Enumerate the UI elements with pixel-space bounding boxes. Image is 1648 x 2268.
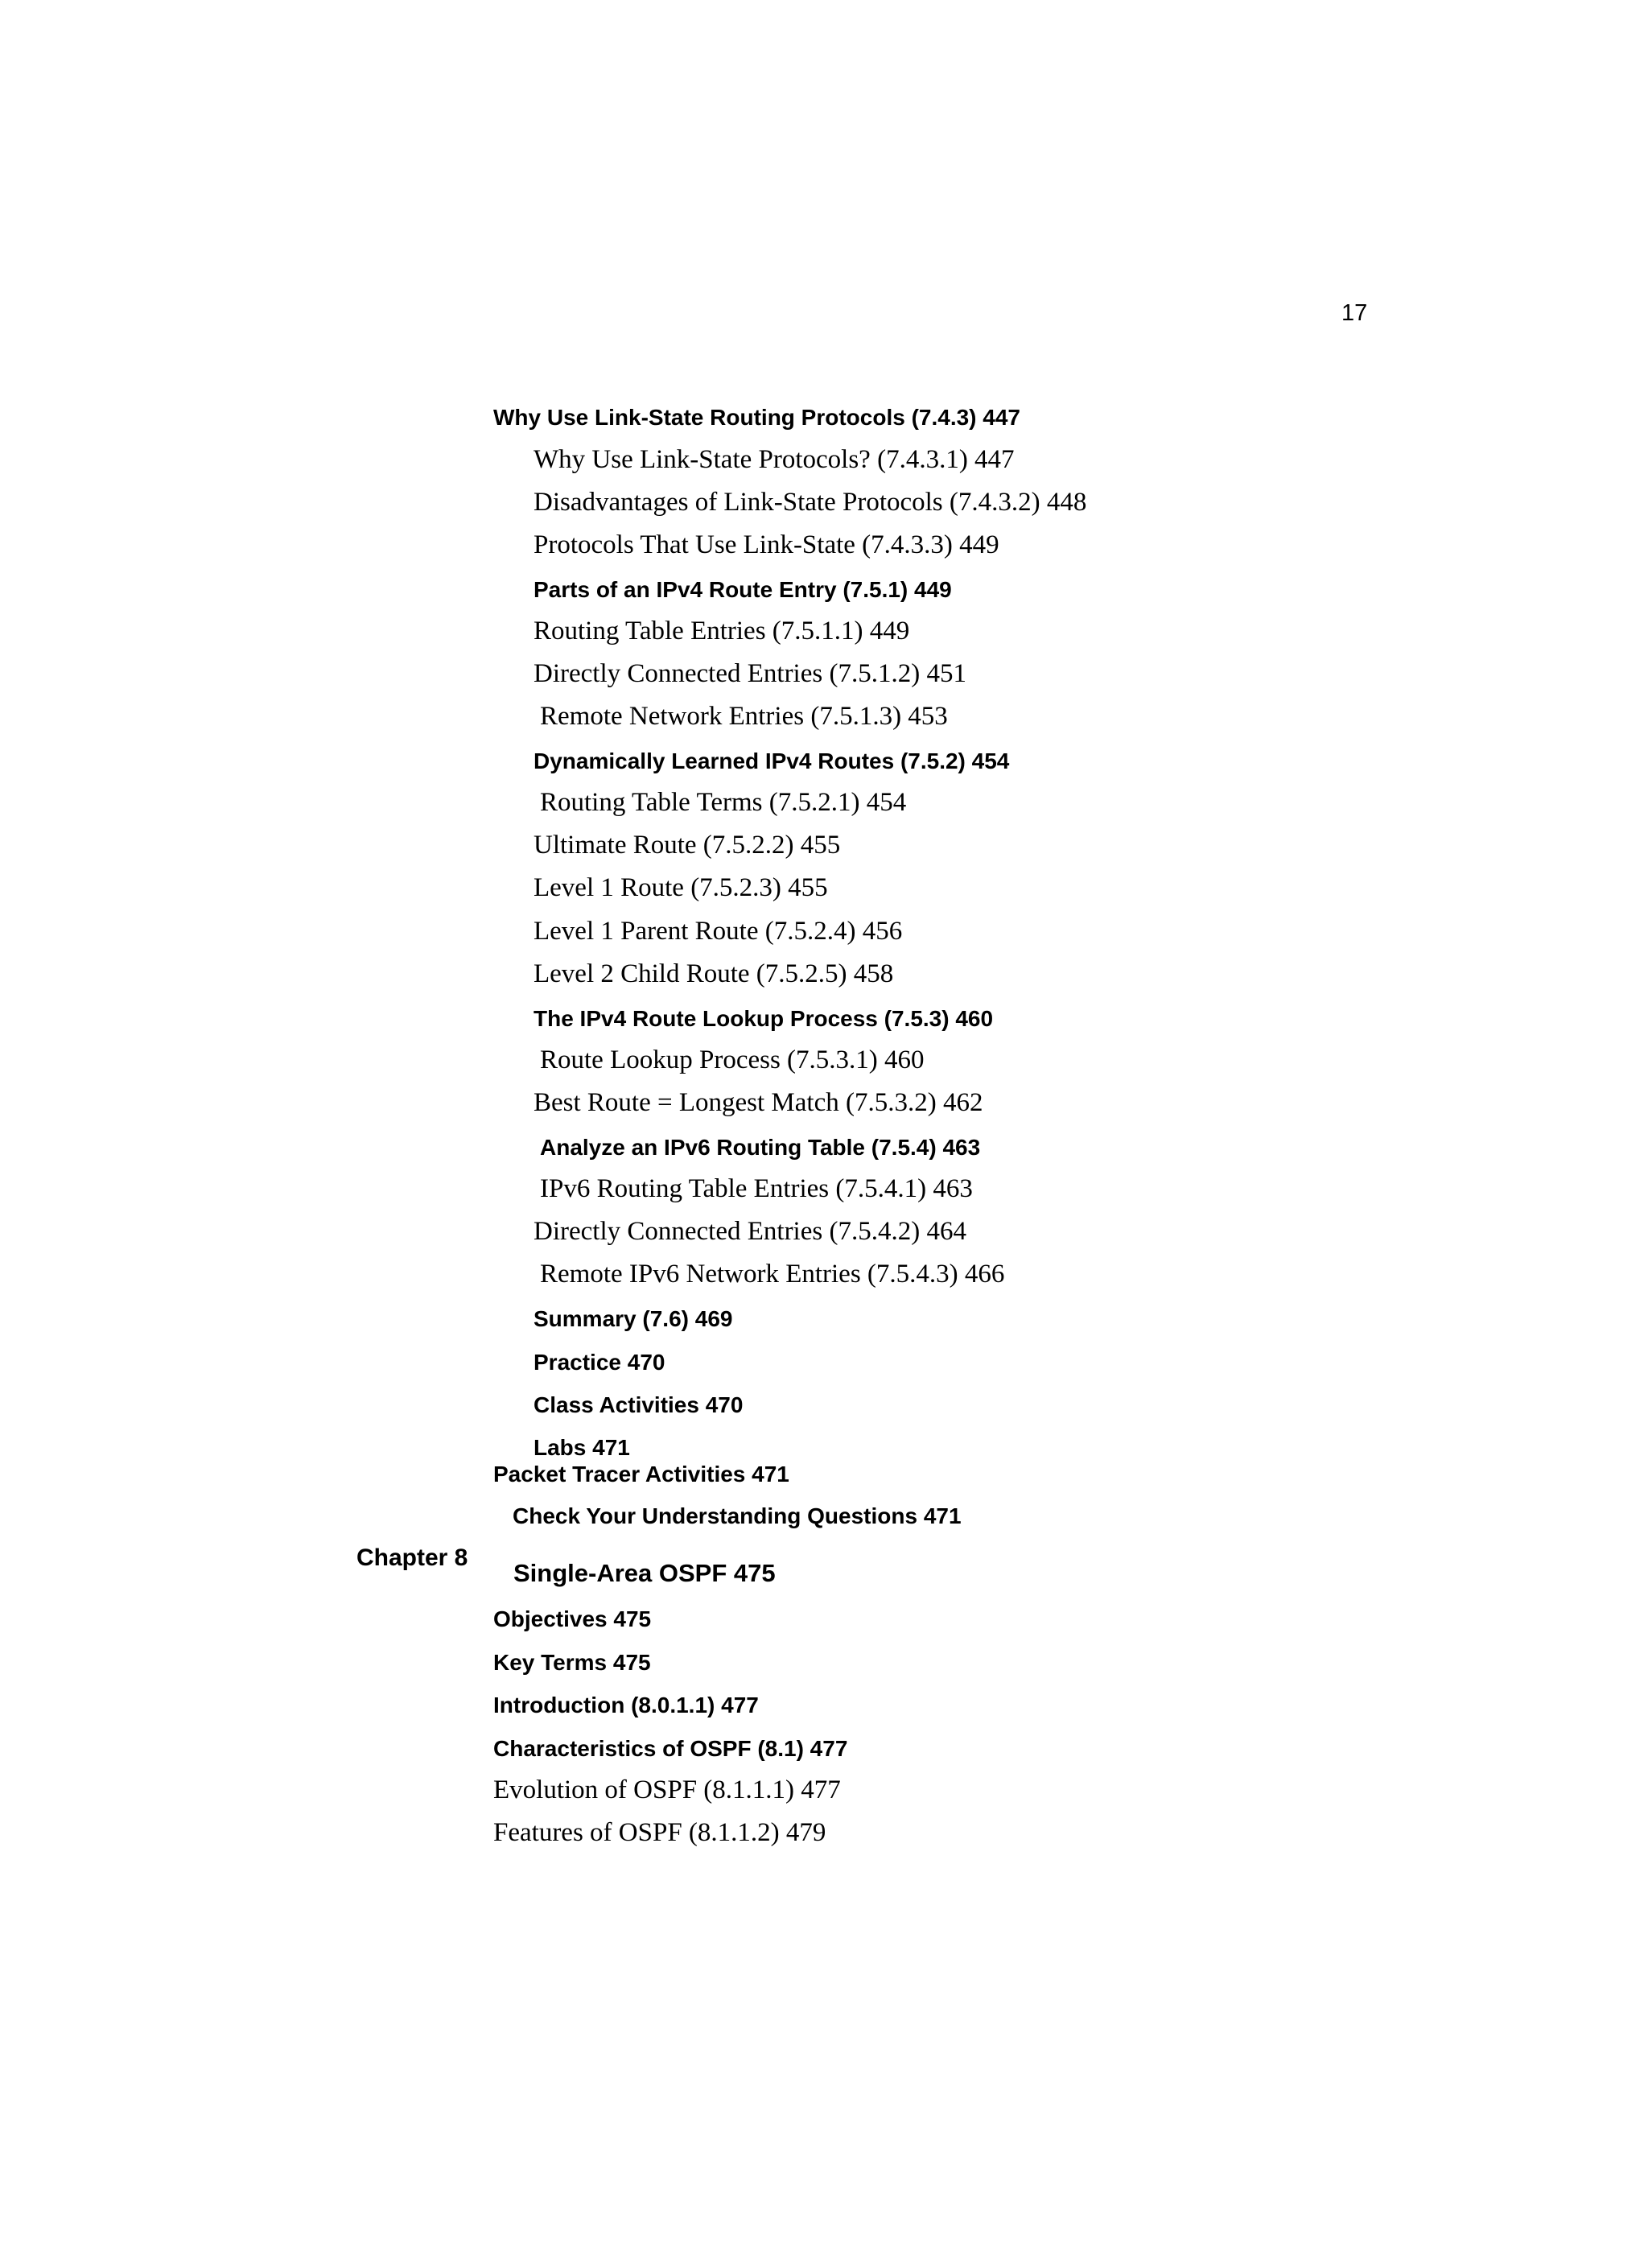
toc-entry: Routing Table Terms (7.5.2.1) 454 [540,788,907,817]
toc-section-heading: Summary (7.6) 469 [534,1306,733,1331]
toc-entry: Disadvantages of Link-State Protocols (7.4.3.2) 448 [534,488,1087,517]
toc-section-heading: Parts of an IPv4 Route Entry (7.5.1) 449 [534,577,952,602]
toc-entry: Routing Table Entries (7.5.1.1) 449 [534,616,910,645]
toc-section-heading: Why Use Link-State Routing Protocols (7.4.3) 447 [493,405,1021,430]
toc-section-heading: Labs 471 [534,1435,630,1460]
toc-entry: Directly Connected Entries (7.5.1.2) 451 [534,659,966,688]
page-number: 17 [1341,300,1368,326]
toc-section-heading: Dynamically Learned IPv4 Routes (7.5.2) 454 [534,748,1010,773]
toc-entry: Remote IPv6 Network Entries (7.5.4.3) 466 [540,1260,1005,1289]
toc-section-heading: Key Terms 475 [493,1650,651,1675]
toc-entry: Level 2 Child Route (7.5.2.5) 458 [534,959,894,988]
toc-section-heading: Analyze an IPv6 Routing Table (7.5.4) 463 [540,1135,981,1160]
toc-section-heading: Check Your Understanding Questions 471 [513,1503,962,1528]
toc-section-heading: Class Activities 470 [534,1392,744,1417]
toc-entry: Level 1 Route (7.5.2.3) 455 [534,873,828,902]
toc-entry: Directly Connected Entries (7.5.4.2) 464 [534,1217,966,1246]
chapter-label: Chapter 8 [356,1544,468,1571]
toc-entry: Remote Network Entries (7.5.1.3) 453 [540,702,948,731]
chapter-title: Single-Area OSPF 475 [513,1559,776,1587]
toc-section-heading: Characteristics of OSPF (8.1) 477 [493,1736,848,1761]
toc-section-heading: Packet Tracer Activities 471 [493,1462,789,1487]
toc-section-heading: The IPv4 Route Lookup Process (7.5.3) 460 [534,1006,994,1031]
toc-entry: IPv6 Routing Table Entries (7.5.4.1) 463 [540,1174,973,1203]
toc-entry: Evolution of OSPF (8.1.1.1) 477 [493,1775,841,1804]
toc-entry: Why Use Link-State Protocols? (7.4.3.1) 447 [534,445,1015,474]
toc-section-heading: Objectives 475 [493,1606,652,1631]
toc-entry: Best Route = Longest Match (7.5.3.2) 462 [534,1088,983,1117]
toc-entry: Protocols That Use Link-State (7.4.3.3) 449 [534,530,999,559]
toc-entry: Features of OSPF (8.1.1.2) 479 [493,1818,826,1847]
toc-entry: Level 1 Parent Route (7.5.2.4) 456 [534,917,903,946]
toc-section-heading: Introduction (8.0.1.1) 477 [493,1693,759,1717]
toc-entry: Ultimate Route (7.5.2.2) 455 [534,831,841,860]
toc-entry: Route Lookup Process (7.5.3.1) 460 [540,1045,925,1074]
toc-section-heading: Practice 470 [534,1350,665,1375]
